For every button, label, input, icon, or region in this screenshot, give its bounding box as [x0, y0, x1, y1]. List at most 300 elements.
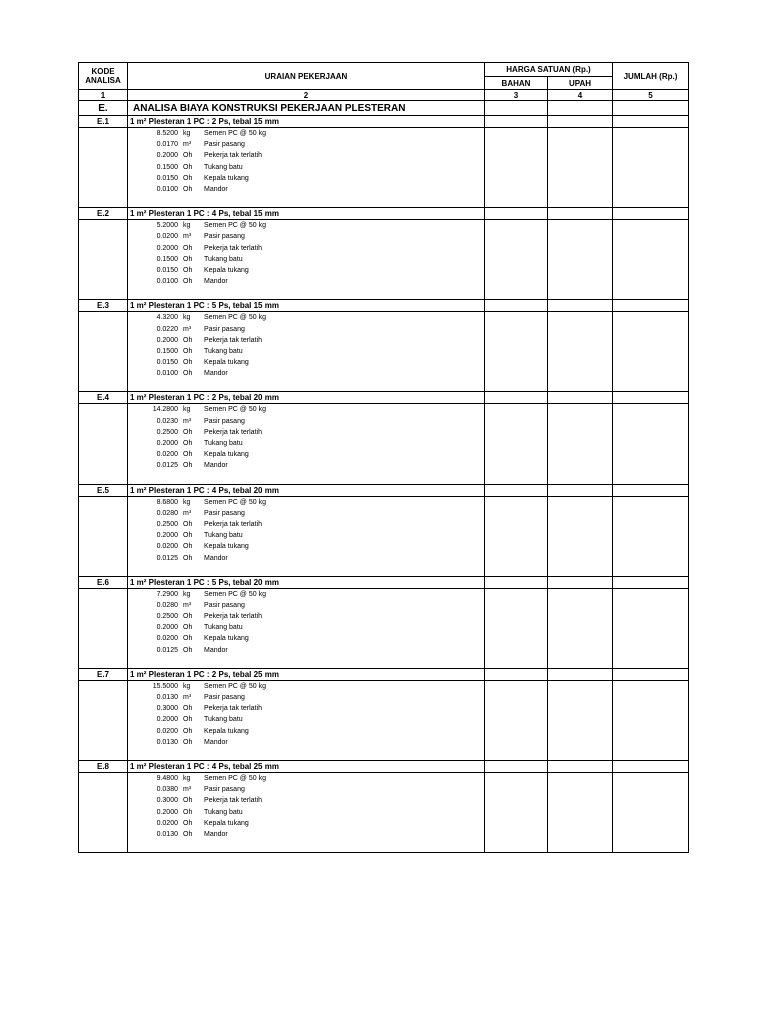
- spacer-cell: [79, 748, 128, 761]
- cell-jumlah: [613, 312, 689, 324]
- item-name: Semen PC @ 50 kg: [204, 590, 266, 598]
- cell-jumlah: [613, 346, 689, 357]
- cell-bahan: [485, 392, 548, 404]
- cell-jumlah: [613, 668, 689, 680]
- item-unit: m³: [183, 786, 192, 794]
- item-quantity: 9.4800: [156, 774, 178, 782]
- cell-jumlah: [613, 530, 689, 541]
- cell-jumlah: [613, 335, 689, 346]
- item-quantity: 0.0230: [156, 417, 178, 425]
- item-code-cell: [79, 346, 128, 357]
- item-code-cell: [79, 404, 128, 416]
- item-unit: Oh: [183, 520, 193, 528]
- cell-upah: [548, 357, 613, 368]
- cell-upah: [548, 818, 613, 829]
- item-name: Mandor: [204, 738, 228, 746]
- cell-bahan: [485, 772, 548, 784]
- item-quantity: 0.0125: [156, 554, 178, 562]
- item-quantity: 0.1500: [156, 255, 178, 263]
- cell-bahan: [485, 760, 548, 772]
- item-quantity: 0.2000: [156, 716, 178, 724]
- item-code-cell: [79, 231, 128, 242]
- item-quantity: 0.2000: [156, 808, 178, 816]
- table-row: [79, 312, 689, 324]
- cell-bahan: [485, 162, 548, 173]
- cell-upah: [548, 530, 613, 541]
- spacer-cell: [79, 564, 128, 577]
- cell-bahan: [485, 438, 548, 449]
- spacer-cell: [128, 748, 485, 761]
- item-name: Tukang batu: [204, 255, 243, 263]
- table-row: [79, 519, 689, 530]
- cell-bahan: [485, 714, 548, 725]
- spacer-cell: [128, 564, 485, 577]
- cell-bahan: [485, 116, 548, 128]
- item-name: Pekerja tak terlatih: [204, 797, 262, 805]
- cell-upah: [548, 600, 613, 611]
- item-name: Tukang batu: [204, 808, 243, 816]
- table-row: [79, 335, 689, 346]
- cell-upah: [548, 680, 613, 692]
- table-row: [79, 184, 689, 195]
- item-quantity: 0.3000: [156, 797, 178, 805]
- item-quantity: 0.2000: [156, 336, 178, 344]
- item-description: [128, 818, 485, 829]
- item-code-cell: [79, 265, 128, 276]
- cell-upah: [548, 588, 613, 600]
- cell-bahan: [485, 243, 548, 254]
- item-unit: Oh: [183, 797, 193, 805]
- item-name: Pasir pasang: [204, 417, 245, 425]
- cell-upah: [548, 760, 613, 772]
- item-name: Mandor: [204, 186, 228, 194]
- section-title-row: [79, 101, 689, 116]
- header-kode-analisa: [79, 63, 128, 90]
- cell-jumlah: [613, 101, 689, 116]
- cell-upah: [548, 564, 613, 577]
- item-unit: kg: [183, 130, 191, 138]
- item-quantity: 0.0150: [156, 174, 178, 182]
- item-description: [128, 368, 485, 379]
- item-name: Semen PC @ 50 kg: [204, 498, 266, 506]
- cell-bahan: [485, 622, 548, 633]
- cell-jumlah: [613, 379, 689, 392]
- item-name: Pasir pasang: [204, 141, 245, 149]
- cell-jumlah: [613, 265, 689, 276]
- header-uraian: URAIAN PEKERJAAN: [128, 63, 485, 90]
- item-unit: Oh: [183, 451, 193, 459]
- cell-jumlah: [613, 611, 689, 622]
- item-quantity: 0.0125: [156, 646, 178, 654]
- cell-bahan: [485, 416, 548, 427]
- item-description: [128, 346, 485, 357]
- item-description: [128, 633, 485, 644]
- cell-bahan: [485, 530, 548, 541]
- cell-bahan: [485, 335, 548, 346]
- item-description: [128, 829, 485, 840]
- cell-jumlah: [613, 600, 689, 611]
- cell-jumlah: [613, 243, 689, 254]
- item-unit: Oh: [183, 635, 193, 643]
- item-name: Pekerja tak terlatih: [204, 336, 262, 344]
- item-quantity: 8.6800: [156, 498, 178, 506]
- header-upah: UPAH: [548, 77, 613, 90]
- cell-jumlah: [613, 519, 689, 530]
- item-code-cell: [79, 541, 128, 552]
- cell-upah: [548, 576, 613, 588]
- cell-upah: [548, 392, 613, 404]
- table-row: [79, 622, 689, 633]
- table-row: [79, 496, 689, 508]
- item-description: [128, 139, 485, 150]
- cell-bahan: [485, 508, 548, 519]
- item-unit: Oh: [183, 738, 193, 746]
- item-code-cell: [79, 335, 128, 346]
- item-name: Pekerja tak terlatih: [204, 705, 262, 713]
- analysis-group-row: [79, 392, 689, 404]
- cell-jumlah: [613, 714, 689, 725]
- item-quantity: 0.0170: [156, 141, 178, 149]
- item-code-cell: [79, 600, 128, 611]
- table-row: [79, 449, 689, 460]
- item-unit: Oh: [183, 266, 193, 274]
- item-quantity: 0.2500: [156, 520, 178, 528]
- cell-bahan: [485, 795, 548, 806]
- cell-jumlah: [613, 622, 689, 633]
- spacer-row: [79, 840, 689, 853]
- item-description: [128, 128, 485, 140]
- item-code-cell: [79, 806, 128, 817]
- cell-jumlah: [613, 323, 689, 334]
- cell-upah: [548, 254, 613, 265]
- cell-jumlah: [613, 692, 689, 703]
- item-code-cell: [79, 368, 128, 379]
- cell-jumlah: [613, 276, 689, 287]
- item-unit: Oh: [183, 554, 193, 562]
- cell-bahan: [485, 357, 548, 368]
- table-row: [79, 438, 689, 449]
- item-unit: Oh: [183, 705, 193, 713]
- item-code-cell: [79, 588, 128, 600]
- cell-upah: [548, 208, 613, 220]
- item-unit: m³: [183, 325, 192, 333]
- item-unit: kg: [183, 590, 191, 598]
- item-name: Mandor: [204, 554, 228, 562]
- item-quantity: 0.2000: [156, 244, 178, 252]
- item-code-cell: [79, 460, 128, 471]
- spacer-cell: [128, 472, 485, 485]
- item-code-cell: [79, 784, 128, 795]
- item-quantity: 8.5200: [156, 130, 178, 138]
- cell-bahan: [485, 748, 548, 761]
- item-unit: Oh: [183, 244, 193, 252]
- item-name: Kepala tukang: [204, 543, 249, 551]
- table-row: [79, 265, 689, 276]
- item-unit: kg: [183, 682, 191, 690]
- cell-upah: [548, 162, 613, 173]
- group-title: 1 m² Plesteran 1 PC : 5 Ps, tebal 20 mm: [128, 576, 485, 588]
- item-description: [128, 416, 485, 427]
- cell-jumlah: [613, 254, 689, 265]
- cell-jumlah: [613, 680, 689, 692]
- item-name: Pasir pasang: [204, 509, 245, 517]
- cell-bahan: [485, 128, 548, 140]
- item-description: [128, 323, 485, 334]
- cell-jumlah: [613, 128, 689, 140]
- cell-upah: [548, 460, 613, 471]
- item-unit: Oh: [183, 163, 193, 171]
- cell-upah: [548, 150, 613, 161]
- item-code-cell: [79, 150, 128, 161]
- section-code: E.: [79, 101, 128, 116]
- spacer-row: [79, 748, 689, 761]
- item-quantity: 0.0380: [156, 786, 178, 794]
- item-unit: Oh: [183, 716, 193, 724]
- item-unit: m³: [183, 141, 192, 149]
- item-code-cell: [79, 276, 128, 287]
- item-unit: Oh: [183, 808, 193, 816]
- item-quantity: 5.2000: [156, 222, 178, 230]
- item-description: [128, 795, 485, 806]
- cell-upah: [548, 335, 613, 346]
- group-code: E.1: [79, 116, 128, 128]
- item-code-cell: [79, 427, 128, 438]
- item-code-cell: [79, 496, 128, 508]
- item-code-cell: [79, 243, 128, 254]
- item-code-cell: [79, 162, 128, 173]
- item-unit: m³: [183, 417, 192, 425]
- cell-jumlah: [613, 460, 689, 471]
- item-description: [128, 357, 485, 368]
- item-quantity: 0.2000: [156, 624, 178, 632]
- cell-jumlah: [613, 818, 689, 829]
- spacer-cell: [79, 195, 128, 208]
- col-number-1: 1: [79, 90, 128, 101]
- item-quantity: 4.3200: [156, 314, 178, 322]
- table-row: [79, 552, 689, 563]
- cell-upah: [548, 427, 613, 438]
- cell-bahan: [485, 564, 548, 577]
- col-number-3: 3: [485, 90, 548, 101]
- table-row: [79, 173, 689, 184]
- item-name: Semen PC @ 50 kg: [204, 774, 266, 782]
- item-description: [128, 335, 485, 346]
- group-code: E.4: [79, 392, 128, 404]
- item-unit: Oh: [183, 613, 193, 621]
- group-title: 1 m² Plesteran 1 PC : 4 Ps, tebal 15 mm: [128, 208, 485, 220]
- item-description: [128, 552, 485, 563]
- item-code-cell: [79, 829, 128, 840]
- table-row: [79, 323, 689, 334]
- cell-bahan: [485, 427, 548, 438]
- item-code-cell: [79, 220, 128, 232]
- cell-jumlah: [613, 449, 689, 460]
- cell-upah: [548, 323, 613, 334]
- cell-bahan: [485, 101, 548, 116]
- cell-upah: [548, 195, 613, 208]
- item-quantity: 0.0130: [156, 830, 178, 838]
- item-description: [128, 265, 485, 276]
- item-code-cell: [79, 519, 128, 530]
- item-description: [128, 784, 485, 795]
- item-code-cell: [79, 818, 128, 829]
- cell-jumlah: [613, 300, 689, 312]
- table-row: [79, 818, 689, 829]
- cell-bahan: [485, 552, 548, 563]
- item-quantity: 0.0130: [156, 694, 178, 702]
- cell-jumlah: [613, 508, 689, 519]
- cell-upah: [548, 116, 613, 128]
- cell-upah: [548, 668, 613, 680]
- cell-upah: [548, 633, 613, 644]
- item-name: Kepala tukang: [204, 266, 249, 274]
- table-row: [79, 600, 689, 611]
- cell-bahan: [485, 519, 548, 530]
- spacer-cell: [79, 472, 128, 485]
- table-row: [79, 588, 689, 600]
- table-row: [79, 243, 689, 254]
- analysis-group-row: [79, 116, 689, 128]
- cell-jumlah: [613, 173, 689, 184]
- table-row: [79, 737, 689, 748]
- item-code-cell: [79, 622, 128, 633]
- cell-bahan: [485, 231, 548, 242]
- item-name: Semen PC @ 50 kg: [204, 222, 266, 230]
- item-description: [128, 184, 485, 195]
- item-code-cell: [79, 530, 128, 541]
- analysis-sheet: [78, 62, 688, 853]
- cell-upah: [548, 784, 613, 795]
- item-name: Mandor: [204, 370, 228, 378]
- cell-bahan: [485, 449, 548, 460]
- cell-jumlah: [613, 703, 689, 714]
- item-description: [128, 231, 485, 242]
- item-description: [128, 449, 485, 460]
- item-name: Pekerja tak terlatih: [204, 244, 262, 252]
- table-row: [79, 139, 689, 150]
- cell-upah: [548, 139, 613, 150]
- item-name: Semen PC @ 50 kg: [204, 406, 266, 414]
- item-quantity: 0.2000: [156, 532, 178, 540]
- header-bahan: BAHAN: [485, 77, 548, 90]
- analysis-group-row: [79, 576, 689, 588]
- cell-upah: [548, 496, 613, 508]
- cell-upah: [548, 840, 613, 853]
- item-description: [128, 438, 485, 449]
- group-code: E.6: [79, 576, 128, 588]
- item-code-cell: [79, 692, 128, 703]
- cell-upah: [548, 128, 613, 140]
- cell-jumlah: [613, 392, 689, 404]
- cell-upah: [548, 829, 613, 840]
- table-row: [79, 703, 689, 714]
- item-unit: Oh: [183, 624, 193, 632]
- header-harga-satuan: HARGA SATUAN (Rp.): [485, 63, 613, 77]
- item-name: Pasir pasang: [204, 325, 245, 333]
- cell-bahan: [485, 496, 548, 508]
- cell-jumlah: [613, 588, 689, 600]
- item-unit: Oh: [183, 727, 193, 735]
- cell-jumlah: [613, 576, 689, 588]
- cell-jumlah: [613, 162, 689, 173]
- group-title: 1 m² Plesteran 1 PC : 4 Ps, tebal 25 mm: [128, 760, 485, 772]
- table-row: [79, 128, 689, 140]
- group-title: 1 m² Plesteran 1 PC : 5 Ps, tebal 15 mm: [128, 300, 485, 312]
- item-description: [128, 276, 485, 287]
- item-description: [128, 611, 485, 622]
- item-name: Mandor: [204, 646, 228, 654]
- table-row: [79, 416, 689, 427]
- cell-upah: [548, 404, 613, 416]
- cell-bahan: [485, 195, 548, 208]
- cell-jumlah: [613, 496, 689, 508]
- item-unit: Oh: [183, 152, 193, 160]
- cell-jumlah: [613, 472, 689, 485]
- cell-bahan: [485, 265, 548, 276]
- cell-upah: [548, 772, 613, 784]
- item-code-cell: [79, 254, 128, 265]
- item-quantity: 0.3000: [156, 705, 178, 713]
- table-row: [79, 633, 689, 644]
- item-name: Tukang batu: [204, 532, 243, 540]
- item-unit: Oh: [183, 174, 193, 182]
- cell-upah: [548, 231, 613, 242]
- cell-bahan: [485, 840, 548, 853]
- table-row: [79, 530, 689, 541]
- group-code: E.7: [79, 668, 128, 680]
- group-code: E.3: [79, 300, 128, 312]
- table-row: [79, 404, 689, 416]
- item-quantity: 0.2000: [156, 440, 178, 448]
- spacer-row: [79, 287, 689, 300]
- col-number-4: 4: [548, 90, 613, 101]
- cell-upah: [548, 449, 613, 460]
- item-quantity: 0.0130: [156, 738, 178, 746]
- cell-jumlah: [613, 645, 689, 656]
- item-code-cell: [79, 128, 128, 140]
- cell-jumlah: [613, 633, 689, 644]
- spacer-cell: [128, 656, 485, 669]
- item-code-cell: [79, 312, 128, 324]
- cell-upah: [548, 692, 613, 703]
- cell-jumlah: [613, 220, 689, 232]
- item-name: Pasir pasang: [204, 694, 245, 702]
- item-description: [128, 460, 485, 471]
- item-unit: kg: [183, 774, 191, 782]
- cell-bahan: [485, 220, 548, 232]
- cell-bahan: [485, 806, 548, 817]
- cell-bahan: [485, 692, 548, 703]
- item-name: Pekerja tak terlatih: [204, 428, 262, 436]
- item-name: Kepala tukang: [204, 635, 249, 643]
- table-row: [79, 460, 689, 471]
- item-description: [128, 162, 485, 173]
- item-code-cell: [79, 795, 128, 806]
- table-row: [79, 680, 689, 692]
- cell-bahan: [485, 208, 548, 220]
- header-kode-line2: ANALISA: [85, 76, 121, 85]
- spacer-row: [79, 472, 689, 485]
- cell-jumlah: [613, 829, 689, 840]
- item-name: Tukang batu: [204, 716, 243, 724]
- item-name: Tukang batu: [204, 347, 243, 355]
- table-row: [79, 508, 689, 519]
- item-description: [128, 772, 485, 784]
- table-row: [79, 692, 689, 703]
- item-unit: Oh: [183, 543, 193, 551]
- item-code-cell: [79, 552, 128, 563]
- item-unit: Oh: [183, 532, 193, 540]
